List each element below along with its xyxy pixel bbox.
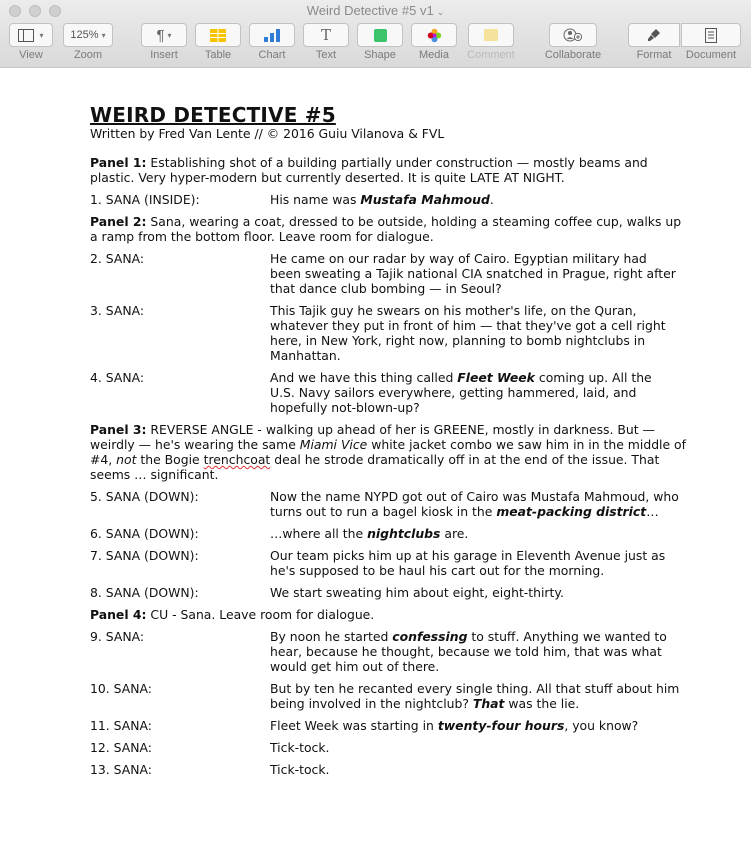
dialogue-text: [270, 192, 680, 207]
dialogue-line: [90, 762, 690, 777]
dialogue-part: to stuff. Anything we wanted to hear, because he thought, because we told him, that was what would get him out of there.: [270, 629, 667, 674]
dialogue-text: [270, 629, 680, 674]
chevron-down-icon: ▾: [101, 30, 106, 40]
document-tool[interactable]: [679, 23, 743, 61]
photos-flower-icon: [427, 28, 442, 43]
dialogue-part: By noon he started: [270, 629, 393, 644]
bar-chart-icon: [264, 29, 280, 42]
chevron-down-icon: ▾: [39, 30, 44, 40]
emphasis: That: [472, 696, 505, 711]
add-person-icon: [563, 28, 583, 42]
view-label: View: [19, 49, 43, 61]
zoom-label: Zoom: [73, 49, 103, 61]
window-title-text: Weird Detective #5 v1: [306, 3, 434, 18]
media-tool[interactable]: [411, 23, 457, 61]
document-button[interactable]: [681, 23, 741, 47]
dialogue-part: coming up. All the U.S. Navy sailors everywhere, getting hammered, laid, and hopefully not-blown-up?: [270, 370, 652, 415]
dialogue-part: Fleet Week was starting in: [270, 718, 438, 733]
window-chrome: [0, 0, 751, 68]
panel-label: Panel 1:: [90, 155, 147, 170]
format-button[interactable]: [628, 23, 680, 47]
shape-button[interactable]: [357, 23, 403, 47]
speaker: 4. SANA:: [90, 370, 145, 385]
panel-label: Panel 3:: [90, 422, 147, 437]
panel-3-description: [90, 422, 690, 482]
text-label: Text: [315, 49, 337, 61]
dialogue-line: [90, 718, 690, 733]
table-tool[interactable]: [195, 23, 241, 61]
dialogue-text: [270, 489, 680, 519]
dialogue-text: Tick-tock.: [270, 762, 330, 777]
view-button[interactable]: [9, 23, 53, 47]
collaborate-tool[interactable]: [541, 23, 605, 61]
square-shape-icon: [374, 29, 387, 42]
table-label: Table: [204, 49, 232, 61]
table-button[interactable]: [195, 23, 241, 47]
speaker: 2. SANA:: [90, 251, 145, 266]
panel-text: deal he strode dramatically off in at the end of the issue. That seems … significant.: [90, 452, 660, 482]
comment-button[interactable]: [468, 23, 514, 47]
text-button[interactable]: [303, 23, 349, 47]
comment-note-icon: [484, 29, 498, 41]
dialogue-part: But by ten he recanted every single thing. All that stuff about him being involved in the nightclub?: [270, 681, 680, 711]
format-label: Format: [636, 49, 672, 61]
dialogue-text: [270, 370, 680, 415]
table-icon: [210, 29, 226, 42]
dialogue-line: [90, 251, 690, 296]
emphasis: Fleet Week: [457, 370, 535, 385]
dialogue-line: [90, 489, 690, 519]
text-T-icon: T: [320, 26, 331, 44]
panel-text: CU - Sana. Leave room for dialogue.: [146, 607, 375, 622]
dialogue-line: [90, 585, 690, 600]
speaker: 3. SANA:: [90, 303, 145, 318]
paintbrush-icon: [647, 28, 661, 42]
script-title: WEIRD DETECTIVE #5: [90, 103, 336, 127]
shape-label: Shape: [364, 49, 396, 61]
chart-label: Chart: [258, 49, 286, 61]
dialogue-text: He came on our radar by way of Cairo. Egyptian military had been sweating a Tajik national CIA snatched in Prague, right after that dance club bombing — in Seoul?: [270, 251, 676, 296]
text-tool[interactable]: [303, 23, 349, 61]
speaker: 5. SANA (DOWN):: [90, 489, 199, 504]
panel-text: Establishing shot of a building partially under construction — mostly beams and plastic. Very hyper-modern but currently deserted. It is quite LATE AT NIGHT.: [90, 155, 648, 185]
emphasis: Miami Vice: [299, 437, 368, 452]
media-label: Media: [419, 49, 449, 61]
insert-tool[interactable]: [141, 23, 187, 61]
insert-button[interactable]: [141, 23, 187, 47]
collaborate-button[interactable]: [549, 23, 597, 47]
speaker: 6. SANA (DOWN):: [90, 526, 199, 541]
dialogue-part: .: [489, 192, 494, 207]
dialogue-text: We start sweating him about eight, eight-thirty.: [270, 585, 564, 600]
chart-tool[interactable]: [249, 23, 295, 61]
collaborate-label: Collaborate: [544, 49, 602, 61]
panel-text: REVERSE ANGLE - walking up ahead of her is GREENE, mostly in darkness. But — weirdly — he's wearing the same: [90, 422, 655, 452]
panel-4-description: [90, 607, 690, 622]
speaker: 12. SANA:: [90, 740, 152, 755]
emphasis: confessing: [392, 629, 468, 644]
panel-1-description: [90, 155, 690, 185]
panel-text: the Bogie: [136, 452, 204, 467]
dialogue-line: [90, 526, 690, 541]
dialogue-line: [90, 629, 690, 674]
speaker: 13. SANA:: [90, 762, 152, 777]
panel-label: Panel 2:: [90, 214, 147, 229]
comment-tool[interactable]: [465, 23, 517, 61]
panel-2-description: [90, 214, 690, 244]
dialogue-line: [90, 370, 690, 415]
zoom-select[interactable]: [63, 23, 113, 47]
dialogue-line: [90, 548, 690, 578]
dialogue-text: [270, 718, 680, 733]
dialogue-text: [270, 681, 680, 711]
dialogue-text: Tick-tock.: [270, 740, 330, 755]
pilcrow-icon: ¶: [156, 26, 165, 44]
dialogue-line: [90, 681, 690, 711]
emphasis: Mustafa Mahmoud: [360, 192, 490, 207]
panel-text: white jacket combo we saw him in in the middle of #4,: [90, 437, 687, 467]
speaker: 8. SANA (DOWN):: [90, 585, 199, 600]
dialogue-part: …where all the: [270, 526, 368, 541]
comment-label: Comment: [467, 49, 515, 61]
emphasis: meat-packing district: [496, 504, 647, 519]
dialogue-part: , you know?: [564, 718, 639, 733]
dialogue-line: [90, 303, 690, 363]
zoom-tool[interactable]: [63, 23, 113, 61]
dialogue-text: [270, 526, 680, 541]
emphasis: twenty-four hours: [437, 718, 565, 733]
dialogue-part: are.: [440, 526, 469, 541]
dialogue-part: His name was: [270, 192, 361, 207]
speaker: 7. SANA (DOWN):: [90, 548, 199, 563]
dialogue-text: Our team picks him up at his garage in Eleventh Avenue just as he's supposed to be haul his cart out for the morning.: [270, 548, 666, 578]
media-button[interactable]: [411, 23, 457, 47]
spellcheck-word[interactable]: trenchcoat: [203, 452, 271, 467]
shape-tool[interactable]: [357, 23, 403, 61]
dialogue-part: …: [646, 504, 659, 519]
chart-button[interactable]: [249, 23, 295, 47]
dialogue-text: This Tajik guy he swears on his mother's life, on the Quran, whatever they put in front of him — that they've got a cell right here, in New York, right now, planning to bomb nightclubs in Manhattan.: [270, 303, 666, 363]
window-title[interactable]: [0, 3, 751, 18]
chevron-down-icon: ⌄: [436, 7, 445, 17]
chevron-down-icon: ▾: [167, 30, 172, 40]
dialogue-part: Now the name NYPD got out of Cairo was Mustafa Mahmoud, who turns out to run a bagel kiosk in the: [270, 489, 679, 519]
document-label: Document: [685, 49, 737, 61]
document-icon: [705, 28, 717, 43]
emphasis: nightclubs: [367, 526, 441, 541]
insert-label: Insert: [150, 49, 178, 61]
document-body[interactable]: [90, 104, 690, 784]
dialogue-line: [90, 192, 690, 207]
view-tool[interactable]: [9, 23, 53, 61]
sidebar-view-icon: [18, 29, 36, 42]
speaker: 1. SANA (INSIDE):: [90, 192, 200, 207]
speaker: 11. SANA:: [90, 718, 152, 733]
emphasis: not: [116, 452, 137, 467]
panel-text: Sana, wearing a coat, dressed to be outside, holding a steaming coffee cup, walks up a ramp from the bottom floor. Leave room for dialogue.: [90, 214, 682, 244]
speaker: 10. SANA:: [90, 681, 152, 696]
panel-label: Panel 4:: [90, 607, 147, 622]
byline: Written by Fred Van Lente // © 2016 Guiu Vilanova & FVL: [90, 126, 445, 141]
dialogue-part: was the lie.: [504, 696, 580, 711]
zoom-value: 125%: [70, 29, 99, 41]
format-tool[interactable]: [628, 23, 680, 61]
dialogue-line: [90, 740, 690, 755]
dialogue-part: And we have this thing called: [270, 370, 458, 385]
speaker: 9. SANA:: [90, 629, 145, 644]
